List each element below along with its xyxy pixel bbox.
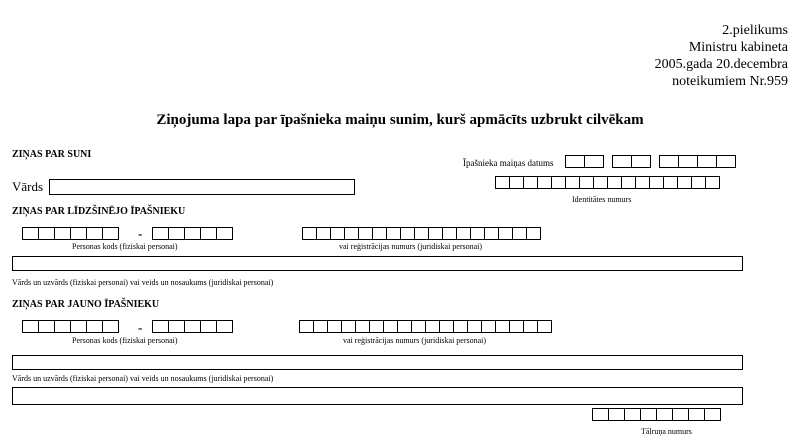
identity-number-label: Identitātes numurs — [572, 195, 632, 204]
new-owner-code-part1-boxes[interactable] — [22, 320, 119, 333]
annex-header — [655, 22, 788, 90]
new-owner-code-part2-boxes[interactable] — [152, 320, 233, 333]
new-owner-heading: ZIŅAS PAR JAUNO ĪPAŠNIEKU — [12, 299, 160, 310]
page-title: Ziņojuma lapa par īpašnieka maiņu sunim, kurš apmācīts uzbrukt cilvēkam — [156, 112, 644, 128]
owner-change-month-boxes[interactable] — [612, 155, 651, 168]
previous-owner-code-label: Personas kods (fiziskai personai) — [72, 242, 178, 251]
owner-change-date-label: Īpašnieka maiņas datums — [463, 158, 554, 168]
dog-section-heading: ZIŅAS PAR SUNI — [12, 149, 92, 160]
previous-owner-code-part1-boxes[interactable] — [22, 227, 119, 240]
annex-line-1: 2.pielikums — [722, 23, 788, 38]
new-owner-registration-boxes[interactable] — [299, 320, 552, 333]
previous-owner-name-label: Vārds un uzvārds (fiziskai personai) vai veids un nosaukums (juridiskai personai) — [12, 278, 274, 287]
new-owner-code-dash: - — [138, 320, 143, 335]
previous-owner-registration-boxes[interactable] — [302, 227, 541, 240]
new-owner-registration-label: vai reģistrācijas numurs (juridiskai personai) — [343, 336, 487, 345]
owner-change-day-boxes[interactable] — [565, 155, 604, 168]
new-owner-code-label: Personas kods (fiziskai personai) — [72, 336, 178, 345]
dog-name-field[interactable] — [49, 179, 355, 195]
dog-name-label: Vārds — [12, 179, 44, 194]
new-owner-address-field[interactable] — [12, 387, 743, 405]
previous-owner-name-field[interactable] — [12, 256, 743, 271]
previous-owner-code-part2-boxes[interactable] — [152, 227, 233, 240]
previous-owner-code-dash: - — [138, 226, 143, 241]
phone-number-boxes[interactable] — [592, 408, 721, 421]
previous-owner-heading: ZIŅAS PAR LĪDZŠINĒJO ĪPAŠNIEKU — [12, 206, 186, 217]
identity-number-boxes[interactable] — [495, 176, 720, 189]
annex-line-3: 2005.gada 20.decembra — [654, 57, 788, 72]
phone-number-label: Tālruņa numurs — [641, 427, 692, 436]
annex-line-4: noteikumiem Nr.959 — [672, 74, 788, 89]
previous-owner-registration-label: vai reģistrācijas numurs (juridiskai personai) — [339, 242, 483, 251]
owner-change-year-boxes[interactable] — [659, 155, 736, 168]
new-owner-name-field[interactable] — [12, 355, 743, 370]
annex-line-2: Ministru kabineta — [688, 40, 788, 55]
new-owner-name-label: Vārds un uzvārds (fiziskai personai) vai veids un nosaukums (juridiskai personai) — [12, 374, 274, 383]
